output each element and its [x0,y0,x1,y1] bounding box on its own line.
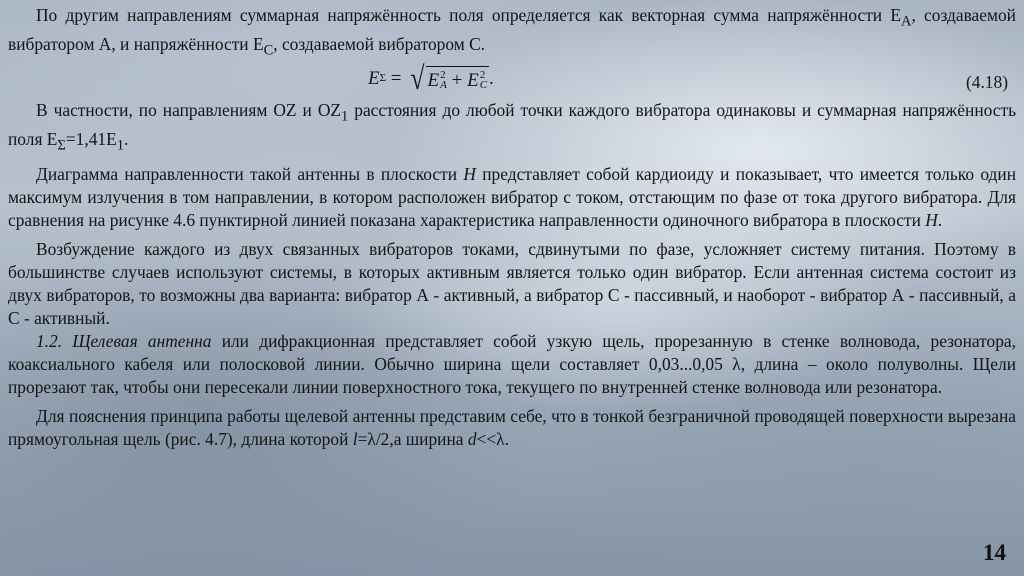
term-2-indices [480,70,487,90]
p6-text-a: Для пояснения принципа работы щелевой антенны представим себе, что в тонкой безграничной проводящей поверхности вырезана прямоугольная щель (рис. 4.7), длина которой [8,405,1016,449]
p2-subscript-sigma: Σ [57,137,66,154]
radical-sign-icon: √ [410,60,425,97]
radicand [426,66,490,92]
formula-term-2: E [467,69,479,91]
term-1-sub: A [440,79,447,92]
formula-4-18 [368,60,494,97]
p2-text-c: =1,41E [65,129,117,150]
paragraph-1 [8,4,1016,63]
formula-row [8,60,1016,99]
p1-subscript-c: C [263,42,274,59]
p2-subscript-1: 1 [341,108,349,125]
p1-text-a: По другим направлениям суммарная напряжённость поля определяется как векторная сумма напряжённости E [36,5,901,25]
term-2-sub: C [479,79,488,92]
paragraph-6 [8,405,1016,451]
p6-italic-d: d [467,428,477,449]
p2-text-b: расстояния до любой точки каждого вибратора одинаковы и суммарная напряжённость поля E [8,99,1016,150]
paragraph-2 [8,99,1016,158]
formula-plus: + [446,69,468,91]
square-root [410,60,489,97]
term-1-sup: 2 [440,69,446,82]
p6-text-b: =λ/2,а ширина [357,428,468,449]
formula-lhs-sub: Σ [379,72,387,85]
p2-subscript-e1: 1 [116,137,124,154]
paragraph-4: Возбуждение каждого из двух связанных вибраторов токами, сдвинутыми по фазе, усложняет систему питания. Поэтому в большинстве случаев используют системы, в которых активным является только один вибратор. Если антенная система состоит из двух вибраторов, то возможны два варианта: вибратор А - активный, а вибратор С - пассивный, и наоборот - вибратор А - пассивный, а С - активный. [8,238,1016,328]
p3-italic-h-2: H [925,209,938,230]
page-number: 14 [983,540,1006,565]
p3-italic-h-1: H [463,163,476,184]
formula-period: . [489,68,494,90]
p6-text-c: <<λ. [476,428,509,449]
p5-italic-heading: 1.2. Щелевая антенна [36,330,212,351]
p6-italic-l: l [352,428,358,449]
equation-number: (4.18) [965,71,1008,92]
p3-text-c: . [937,209,943,230]
p3-text-a: Диаграмма направленности такой антенны в плоскости [36,163,464,184]
formula-equals: = [386,68,407,90]
p1-text-b: , создаваемой вибратором А, и напряжённости E [8,5,1016,55]
formula-term-1: E [427,69,440,91]
term-1-indices [440,70,447,90]
p1-subscript-a: A [900,13,912,30]
p5-text-a: или дифракционная представляет собой узкую щель, прорезанную в стенке волновода, резонатора, коаксиального кабеля или полосковой линии. Обычно ширина щели составляет 0,03...0,05 λ, длина – около полуволны. Щели прорезают так, чтобы они пересекали линии поверхностного тока, текущего по внутренней стенке волновода или резонатора. [8,330,1016,397]
p2-text-d: . [124,129,129,150]
p1-text-c: , создаваемой вибратором С. [273,34,486,55]
slide-text [8,4,1016,451]
p2-text-a: В частности, по направлениям OZ и OZ [36,99,342,120]
paragraph-5 [8,330,1016,399]
p3-text-b: представляет собой кардиоиду и показывает, что имеется только один максимум излучения в том направлении, в котором расположен вибратор с током, отстающим по фазе от тока другого вибратора. Для сравнения на рисунке 4.6 пунктирной линией показана характеристика направленности одиночного вибратора в плоскости [8,163,1017,230]
term-2-sup: 2 [479,69,486,82]
paragraph-3 [8,163,1016,232]
formula-lhs: E [368,68,380,90]
